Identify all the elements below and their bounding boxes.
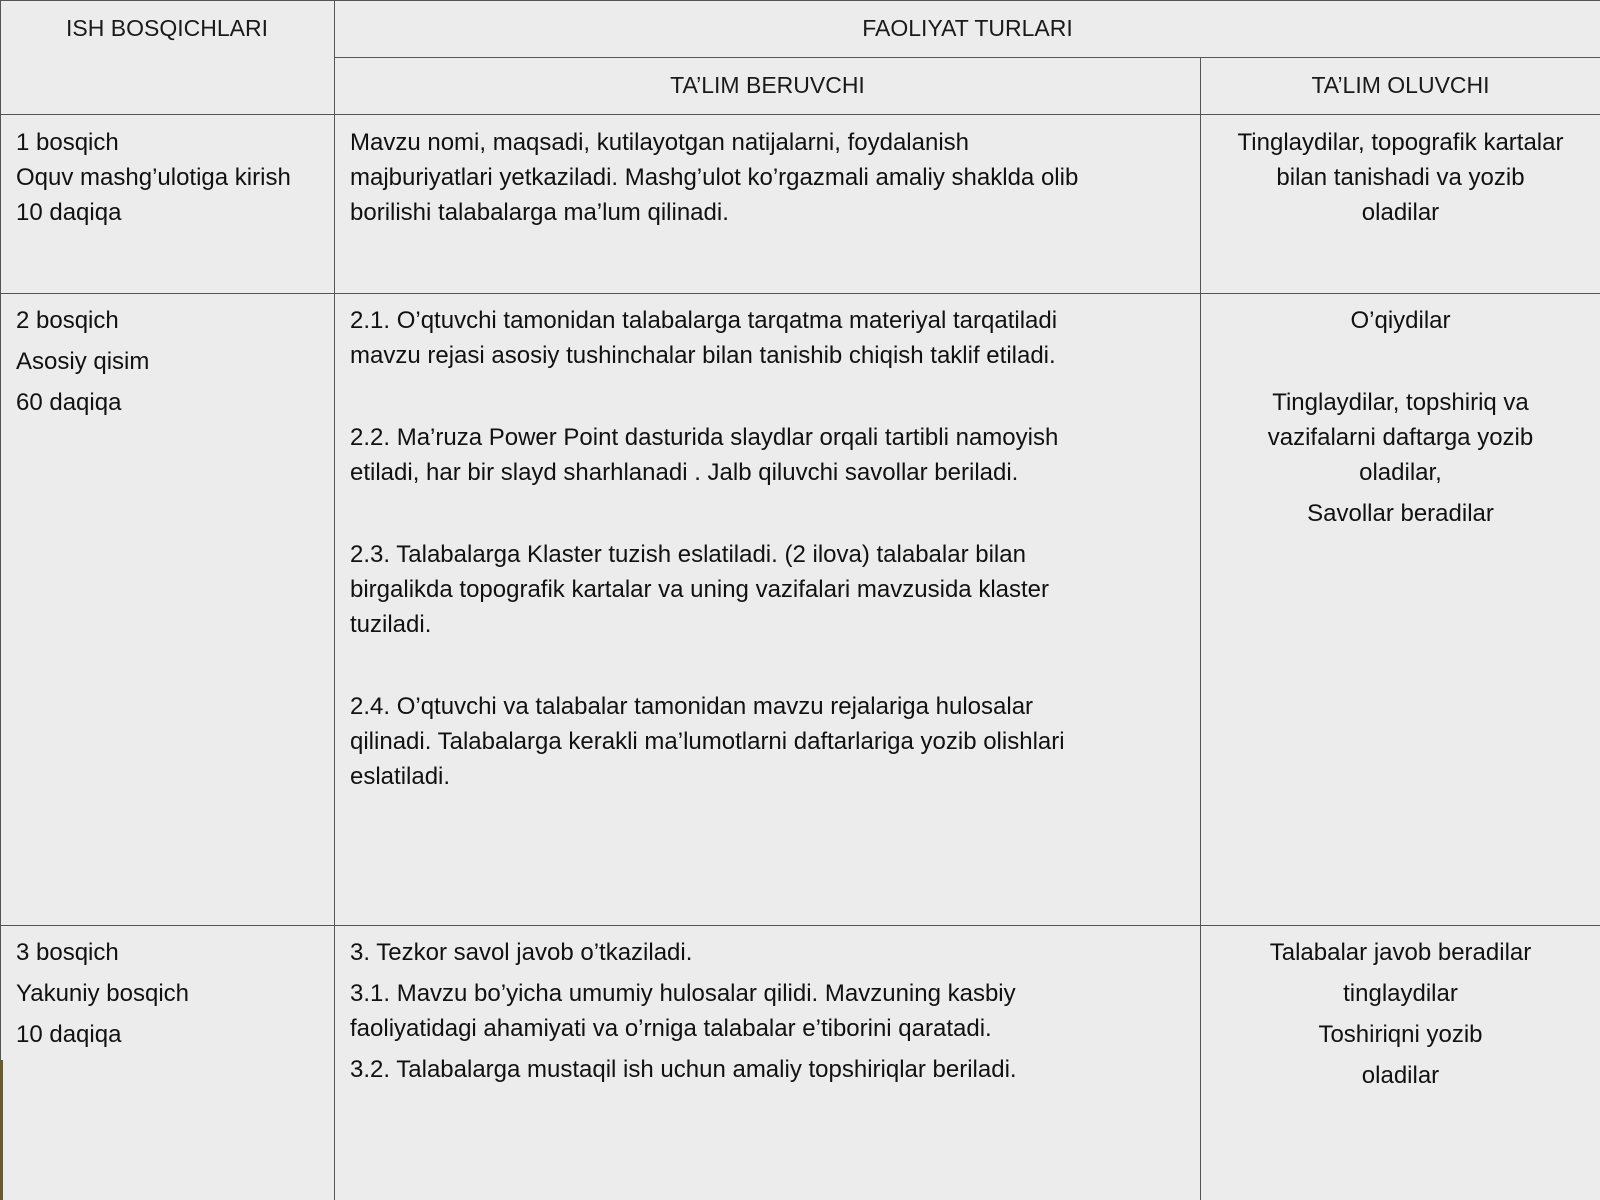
teacher-paragraph-2-4 [350, 689, 1190, 794]
teacher-paragraph-2-3 [350, 537, 1190, 642]
stage-title: Yakuniy bosqich [16, 980, 189, 1007]
header-talim-beruvchi [335, 70, 1200, 100]
text-line: eslatiladi. [350, 763, 451, 790]
teacher-paragraph-2-2 [350, 420, 1190, 490]
teacher-paragraph-2-1 [350, 303, 1190, 373]
text-line: oladilar [1361, 199, 1440, 226]
header-col3-label: TA’LIM OLUVCHI [1311, 72, 1490, 98]
stage-title: Oquv mashg’ulotiga kirish [16, 164, 291, 191]
stage-duration: 10 daqiqa [16, 1021, 122, 1048]
stage-duration: 60 daqiqa [16, 389, 122, 416]
header-col1-label: ISH BOSQICHLARI [66, 15, 268, 41]
row-2-student-cell [1201, 303, 1600, 531]
row-1-student-cell [1201, 125, 1600, 230]
text-line: 2.1. O’qtuvchi tamonidan talabalarga tarqatma materiyal tarqatiladi [350, 307, 1058, 334]
text-line: 2.2. Ma’ruza Power Point dasturida slaydlar orqali tartibli namoyish [350, 424, 1059, 451]
text-line: 3. Tezkor savol javob o’tkaziladi. [350, 939, 693, 966]
header-bottom-border [0, 114, 1600, 115]
table-border-left [0, 0, 1, 1200]
text-line: bilan tanishadi va yozib [1276, 164, 1525, 191]
row-1-teacher-cell [350, 125, 1190, 230]
row-1-stage-cell [16, 122, 334, 233]
column-divider-1 [334, 0, 335, 1200]
student-paragraph-2-1 [1201, 303, 1600, 338]
text-line: 3.2. Talabalarga mustaqil ish uchun amaliy topshiriqlar beriladi. [350, 1056, 1017, 1083]
text-line: faoliyatidagi ahamiyati va o’rniga talabalar e’tiborini qaratadi. [350, 1015, 992, 1042]
text-line: birgalikda topografik kartalar va uning vazifalari mavzusida klaster [350, 576, 1049, 603]
row-3-student-cell [1201, 935, 1600, 1093]
row-2-stage-cell [16, 300, 334, 423]
stage-duration: 10 daqiqa [16, 199, 122, 226]
page-edge-mark [0, 1060, 3, 1200]
text-line: Tinglaydilar, topshiriq va [1272, 389, 1529, 416]
row-divider-2 [0, 925, 1600, 926]
header-talim-oluvchi [1201, 70, 1600, 100]
text-line: Savollar beradilar [1307, 500, 1494, 527]
text-line: Talabalar javob beradilar [1269, 939, 1532, 966]
teacher-paragraph-3 [350, 935, 1190, 970]
text-line: etiladi, har bir slayd sharhlanadi . Jalb qiluvchi savollar beriladi. [350, 459, 1019, 486]
text-line: 2.3. Talabalarga Klaster tuzish eslatiladi. (2 ilova) talabalar bilan [350, 541, 1026, 568]
stage-number: 2 bosqich [16, 307, 119, 334]
header-faoliyat-turlari [335, 13, 1600, 43]
row-3-stage-cell [16, 932, 334, 1055]
student-paragraph-2-2 [1201, 385, 1600, 490]
student-paragraph-2-3 [1201, 496, 1600, 531]
stage-title: Asosiy qisim [16, 348, 150, 375]
table-border-top [0, 0, 1600, 1]
header-group-divider [335, 57, 1600, 58]
stage-number: 3 bosqich [16, 939, 119, 966]
text-line: 2.4. O’qtuvchi va talabalar tamonidan mavzu rejalariga hulosalar [350, 693, 1034, 720]
text-line: Mavzu nomi, maqsadi, kutilayotgan natijalarni, foydalanish [350, 129, 969, 156]
text-line: O’qiydilar [1350, 307, 1451, 334]
text-line: borilishi talabalarga ma’lum qilinadi. [350, 199, 729, 226]
stage-number: 1 bosqich [16, 129, 119, 156]
text-line: mavzu rejasi asosiy tushinchalar bilan tanishib chiqish taklif etiladi. [350, 342, 1056, 369]
text-line: oladilar, [1359, 459, 1442, 486]
teacher-paragraph-3-2 [350, 1052, 1190, 1087]
header-group-label: FAOLIYAT TURLARI [862, 15, 1073, 41]
text-line: 3.1. Mavzu bo’yicha umumiy hulosalar qilidi. Mavzuning kasbiy [350, 980, 1016, 1007]
text-line: majburiyatlari yetkaziladi. Mashg’ulot ko’rgazmali amaliy shaklda olib [350, 164, 1079, 191]
teacher-paragraph-3-1 [350, 976, 1190, 1046]
row-3-teacher-cell [350, 935, 1190, 1087]
header-col2-label: TA’LIM BERUVCHI [670, 72, 865, 98]
text-line: tuziladi. [350, 611, 432, 638]
row-2-teacher-cell [350, 303, 1190, 794]
text-line: vazifalarni daftarga yozib [1267, 424, 1534, 451]
header-ish-bosqichlari [0, 13, 334, 43]
text-line: Tinglaydilar, topografik kartalar [1237, 129, 1564, 156]
row-divider-1 [0, 293, 1600, 294]
teacher-paragraph [350, 125, 1190, 230]
text-line: qilinadi. Talabalarga kerakli ma’lumotlarni daftarlariga yozib olishlari [350, 728, 1065, 755]
text-line: Toshiriqni yozib [1318, 1021, 1483, 1048]
student-paragraph [1201, 125, 1600, 230]
text-line: oladilar [1361, 1062, 1440, 1089]
text-line: tinglaydilar [1343, 980, 1458, 1007]
